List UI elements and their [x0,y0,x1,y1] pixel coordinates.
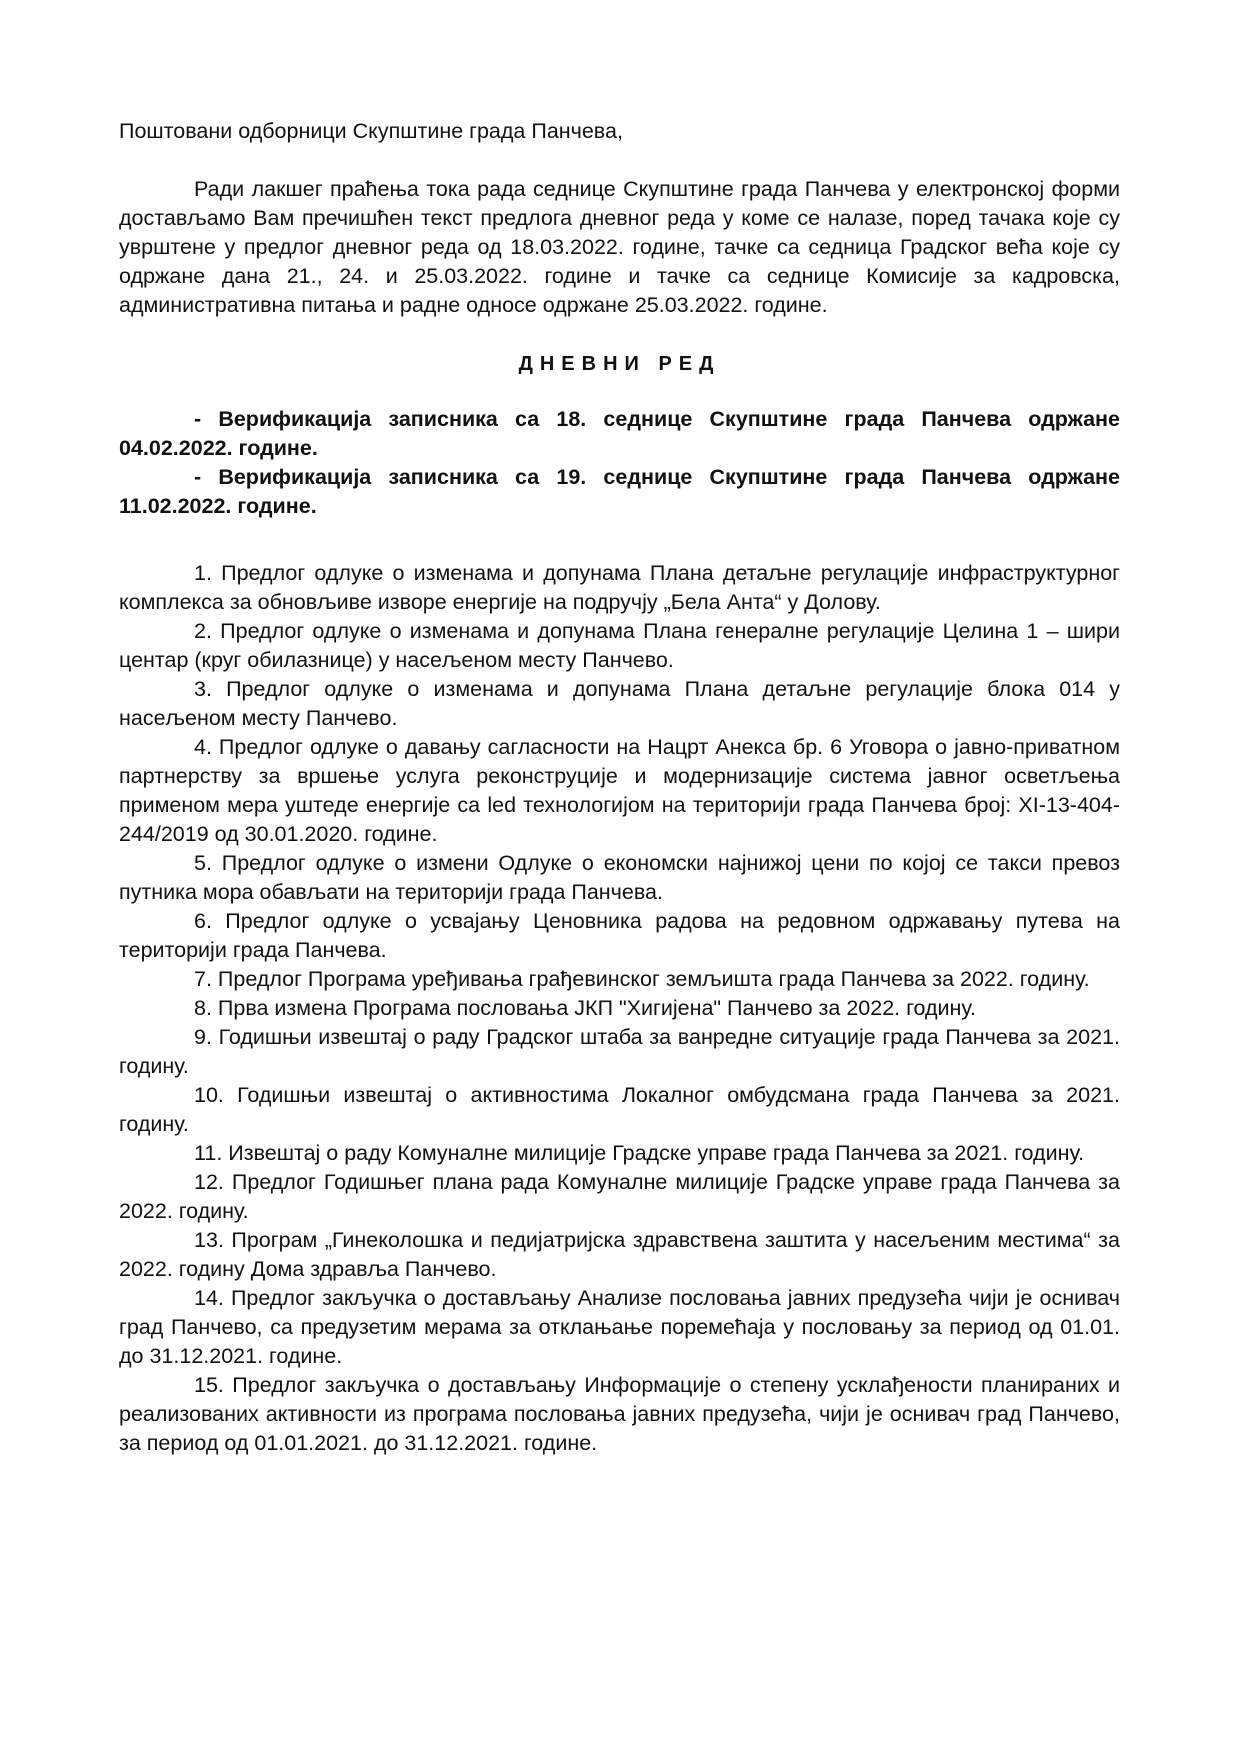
agenda-item: 6. Предлог одлуке о усвајању Ценовника радова на редовном одржавању путева на територији града Панчева. [119,909,1120,962]
intro-paragraph: Ради лакшег праћења тока рада седнице Скупштине града Панчева у електронској форми достављамо Вам пречишћен текст предлога дневног реда у коме се налазе, поред тачака које су уврштене у предлог дневног реда од 18.03.2022. године, тачке са седница Градског већа које су одржане дана 21., 24. и 25.03.2022. године и тачке са седнице Комисије за кадровска, административна питања и радне односе одржане 25.03.2022. године. [119,177,1120,317]
agenda-item: 10. Годишњи извештај о активностима Локалног омбудсмана града Панчева за 2021. годину. [119,1083,1120,1136]
agenda-item: 5. Предлог одлуке о измени Одлуке о економски најнижој цени по којој се такси превоз путника мора обављати на територији града Панчева. [119,851,1120,904]
agenda-item: 8. Прва измена Програма пословања ЈКП "Хигијена" Панчево за 2022. годину. [194,996,976,1020]
agenda-item: 14. Предлог закључка о достављању Анализе пословања јавних предузећа чији је оснивач град Панчево, са предузетим мерама за отклањање поремећаја у пословању за период од 01.01. до 31.12.2021. године. [119,1286,1120,1368]
agenda-heading: ДНЕВНИ РЕД [518,353,721,375]
document-page [119,117,1120,1458]
agenda-item: 9. Годишњи извештај о раду Градског штаба за ванредне ситуације града Панчева за 2021. годину. [119,1025,1120,1078]
agenda-list [119,559,1120,1458]
agenda-item: 13. Програм „Гинеколошка и педијатријска здравствена заштита у насељеним местима“ за 2022. годину Дома здравља Панчево. [119,1228,1120,1281]
verification-item: - Верификација записника са 19. седнице Скупштине града Панчева одржане 11.02.2022. године. [119,465,1120,518]
agenda-item: 4. Предлог одлуке о давању сагласности на Нацрт Анекса бр. 6 Уговора о јавно-приватном партнерству за вршење услуга реконструције и модернизације система јавног осветљења применом мера уштеде енергије са led технологијом на територији града Панчева број: XI-13-404-244/2019 од 30.01.2020. године. [119,735,1120,846]
agenda-item: 15. Предлог закључка о достављању Информације о степену усклађености планираних и реализованих активности из програма пословања јавних предузећа, чији је оснивач град Панчево, за период од 01.01.2021. до 31.12.2021. године. [119,1373,1120,1455]
verification-list [119,405,1120,521]
agenda-item: 11. Извештај о раду Комуналне милиције Градске управе града Панчева за 2021. годину. [194,1141,1085,1165]
agenda-item: 12. Предлог Годишњег плана рада Комуналне милиције Градске управе града Панчева за 2022. годину. [119,1170,1120,1223]
agenda-item: 3. Предлог одлуке о изменама и допунама Плана детаљне регулације блока 014 у насељеном месту Панчево. [119,677,1120,730]
verification-item: - Верификација записника са 18. седнице Скупштине града Панчева одржане 04.02.2022. године. [119,407,1120,460]
agenda-item: 7. Предлог Програма уређивања грађевинског земљишта града Панчева за 2022. годину. [194,967,1090,991]
agenda-item: 2. Предлог одлуке о изменама и допунама Плана генералне регулације Целина 1 – шири центар (круг обилазнице) у насељеном месту Панчево. [119,619,1120,672]
greeting: Поштовани одборници Скупштине града Панчева, [119,119,623,143]
agenda-item: 1. Предлог одлуке о изменама и допунама Плана детаљне регулације инфраструктурног комплекса за обновљиве изворе енергије на подручју „Бела Анта“ у Долову. [119,561,1120,614]
